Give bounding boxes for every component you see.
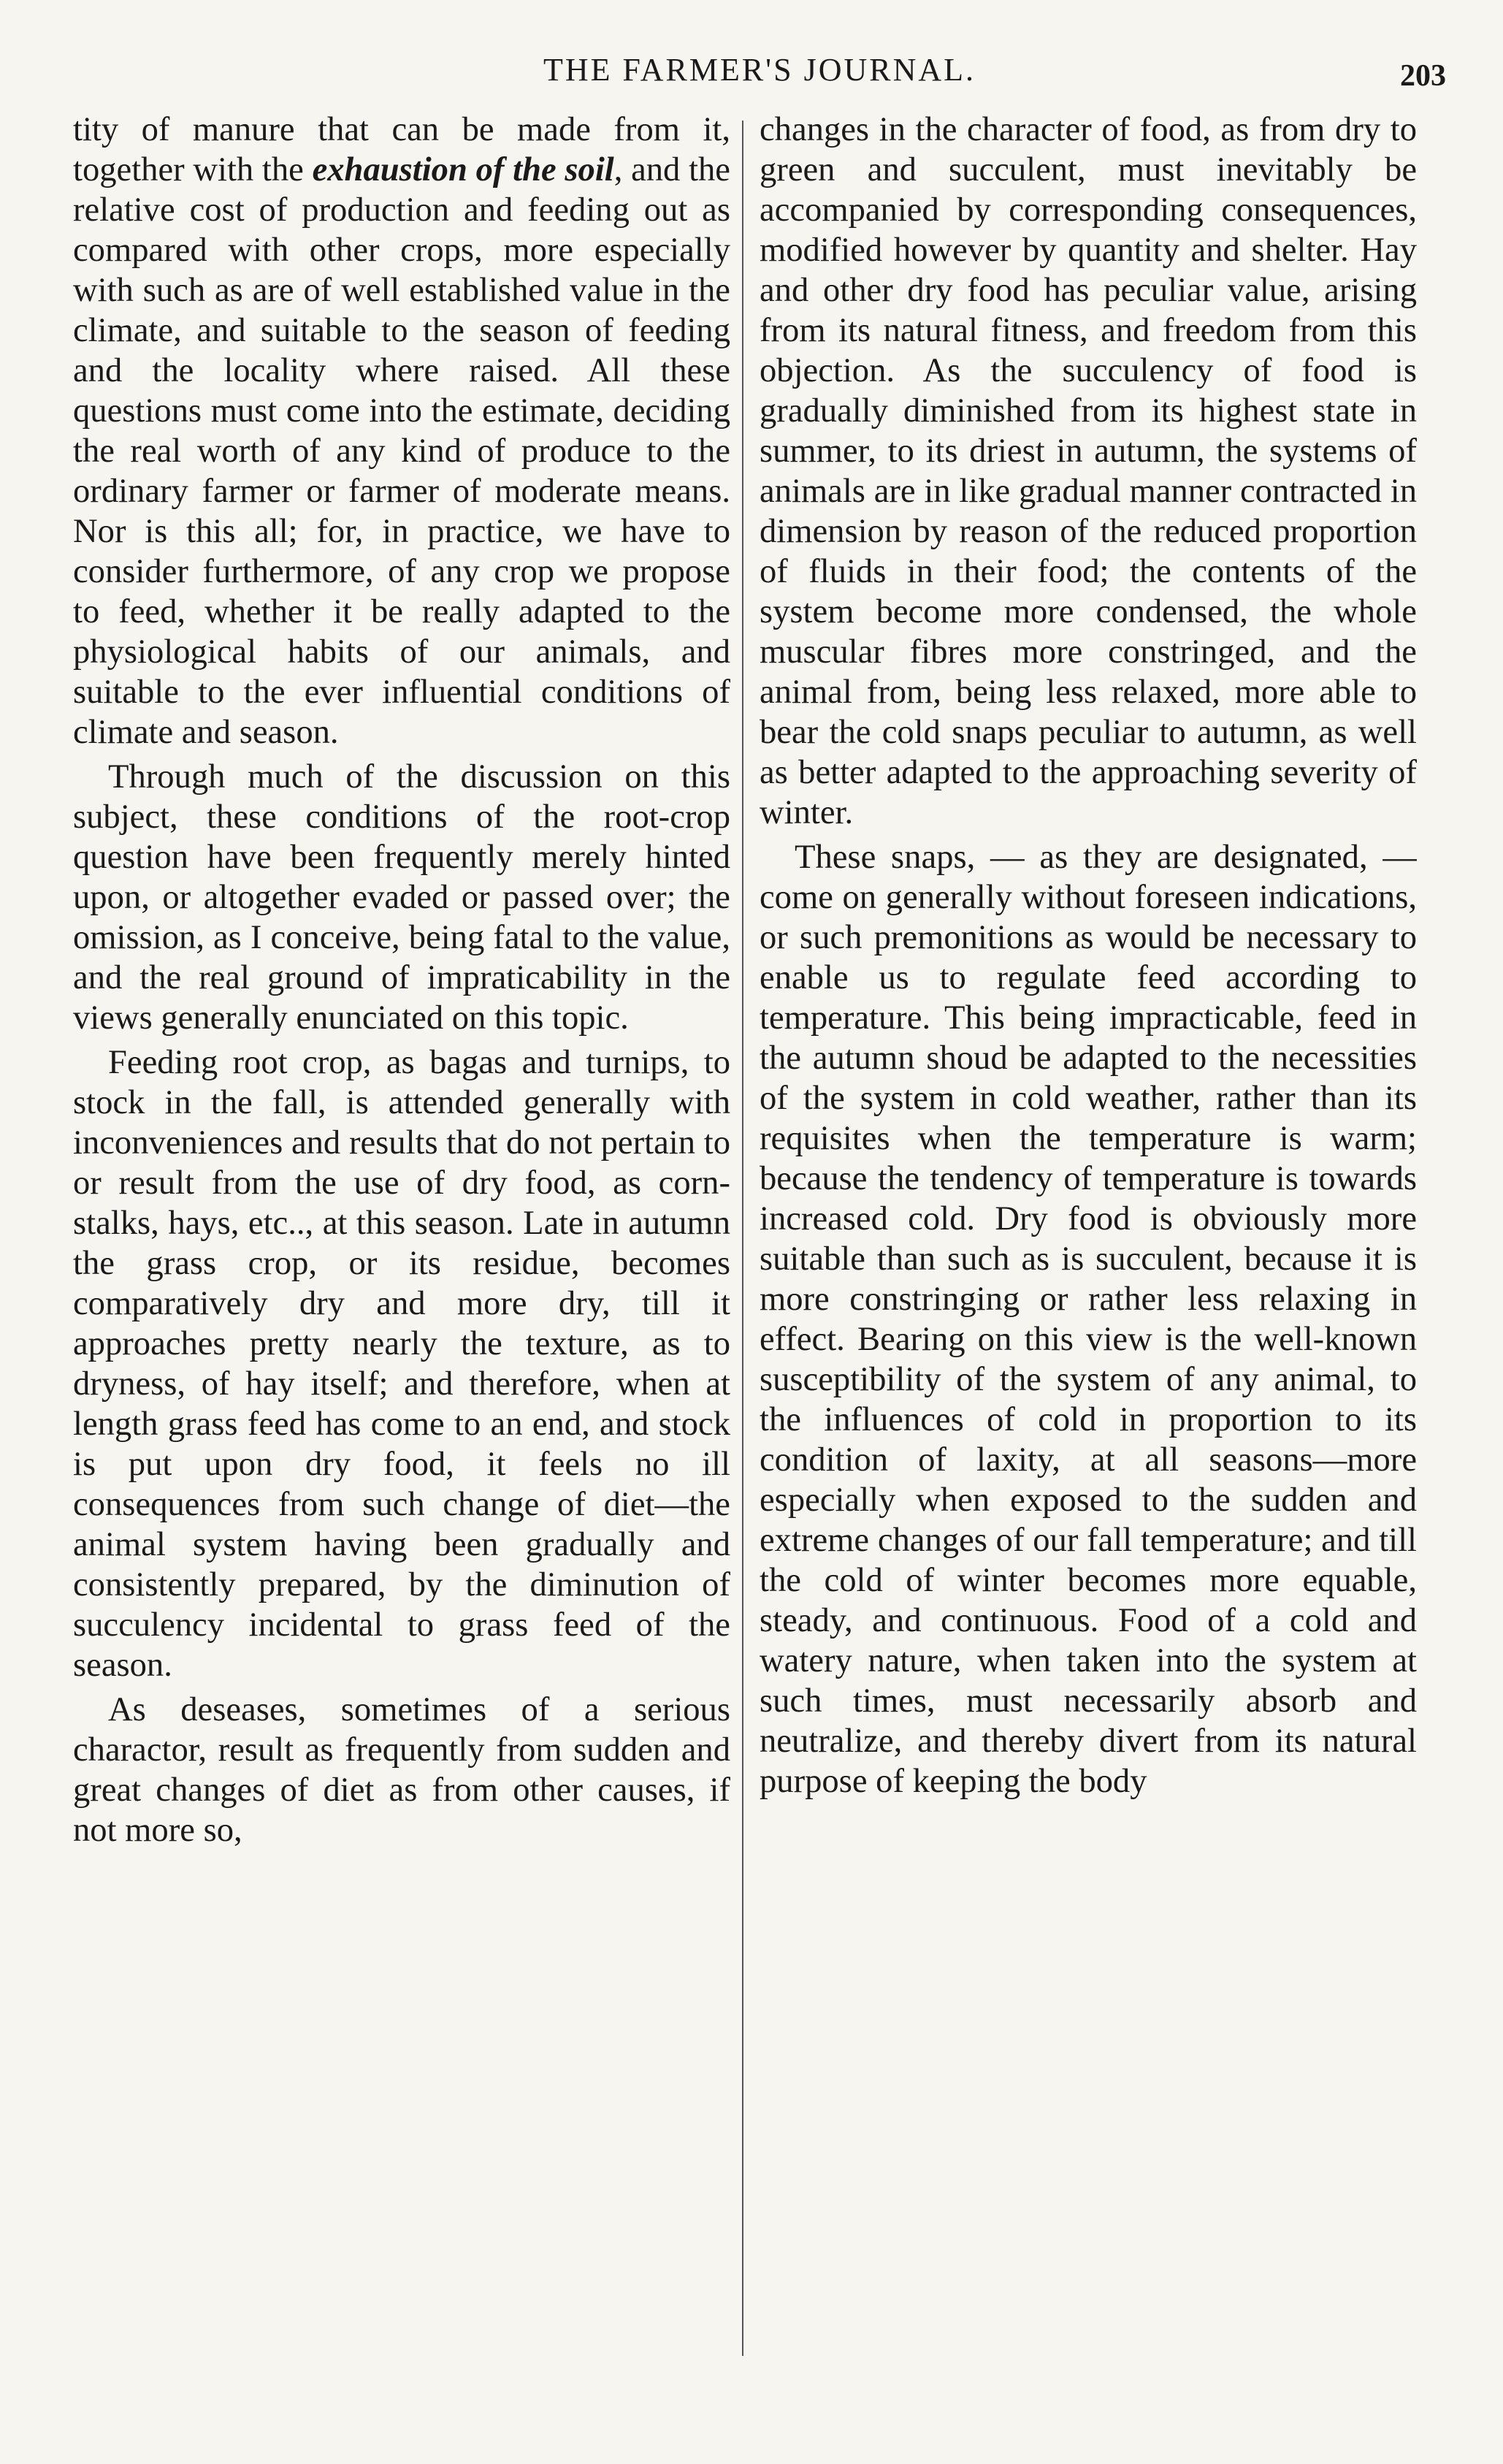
left-paragraph-1 (73, 110, 730, 752)
left-paragraph-4: As deseases, sometimes of a serious charactor, result as frequently from sudden and great changes of diet as from other causes, if not more so, (73, 1690, 730, 1849)
running-title: THE FARMER'S JOURNAL. (543, 52, 976, 88)
left-paragraph-1-text-b: , and the relative cost of production and feeding out as compared with other crops, more especially with such as are of well established value in the climate, and suitable to the season of feeding and the locality where raised. All these questions must come into the estimate, deciding the real worth of any kind of produce to the ordinary farmer or farmer of moderate means. Nor is this all; for, in practice, we have to consider furthermore, of any crop we propose to feed, whether it be really adapted to the physiological habits of our animals, and suitable to the ever influential conditions of climate and season. (73, 150, 730, 751)
column-divider (742, 121, 743, 2356)
right-column (760, 110, 1417, 2418)
right-paragraph-2: These snaps, — as they are designated, — come on generally without foreseen indications, or such premonitions as would be necessary to enable us to regulate feed according to temperature. This being impracticable, feed in the autumn shoud be adapted to the necessities of the system in cold weather, rather than its requisites when the temperature is warm; because the tendency of temperature is towards increased cold. Dry food is obviously more suitable than such as is succulent, because it is more constringing or rather less relaxing in effect. Bearing on this view is the well-known susceptibility of the system of any animal, to the influences of cold in proportion to its condition of laxity, at all seasons—more especially when exposed to the sudden and extreme changes of our fall temperature; and till the cold of winter becomes more equable, steady, and continuous. Food of a cold and watery nature, when taken into the system at such times, must necessarily absorb and neutralize, and thereby divert from its natural purpose of keeping the body (760, 838, 1417, 1800)
left-paragraph-1-text-a: tity of manure that can be made from it, together with the (73, 110, 730, 188)
page-header (73, 51, 1446, 102)
left-column (73, 110, 730, 2418)
page-number: 203 (1400, 59, 1446, 93)
right-paragraph-1: changes in the character of food, as from dry to green and succulent, must inevitably be accompanied by corresponding consequences, modified however by quantity and shelter. Hay and other dry food has peculiar value, arising from its natural fitness, and freedom from this objection. As the succulency of food is gradually diminished from its highest state in summer, to its driest in autumn, the systems of animals are in like gradual manner contracted in dimension by reason of the reduced proportion of fluids in their food; the contents of the system become more condensed, the whole muscular fibres more constringed, and the animal from, being less relaxed, more able to bear the cold snaps peculiar to autumn, as well as better adapted to the approaching severity of winter. (760, 110, 1417, 831)
left-paragraph-2: Through much of the discussion on this subject, these conditions of the root-crop question have been frequently merely hinted upon, or altogether evaded or passed over; the omission, as I conceive, being fatal to the value, and the real ground of impraticability in the views generally enunciated on this topic. (73, 758, 730, 1037)
left-paragraph-3: Feeding root crop, as bagas and turnips, to stock in the fall, is attended generally with inconveniences and results that do not pertain to or result from the use of dry food, as corn-stalks, hays, etc.., at this season. Late in autumn the grass crop, or its residue, becomes comparatively dry and more dry, till it approaches pretty nearly the texture, as to dryness, of hay itself; and therefore, when at length grass feed has come to an end, and stock is put upon dry food, it feels no ill consequences from such change of diet—the animal system having been gradually and consistently prepared, by the diminution of succulency incidental to grass feed of the season. (73, 1043, 730, 1684)
emphasis-exhaustion-of-the-soil: exhaustion of the soil (312, 150, 614, 188)
